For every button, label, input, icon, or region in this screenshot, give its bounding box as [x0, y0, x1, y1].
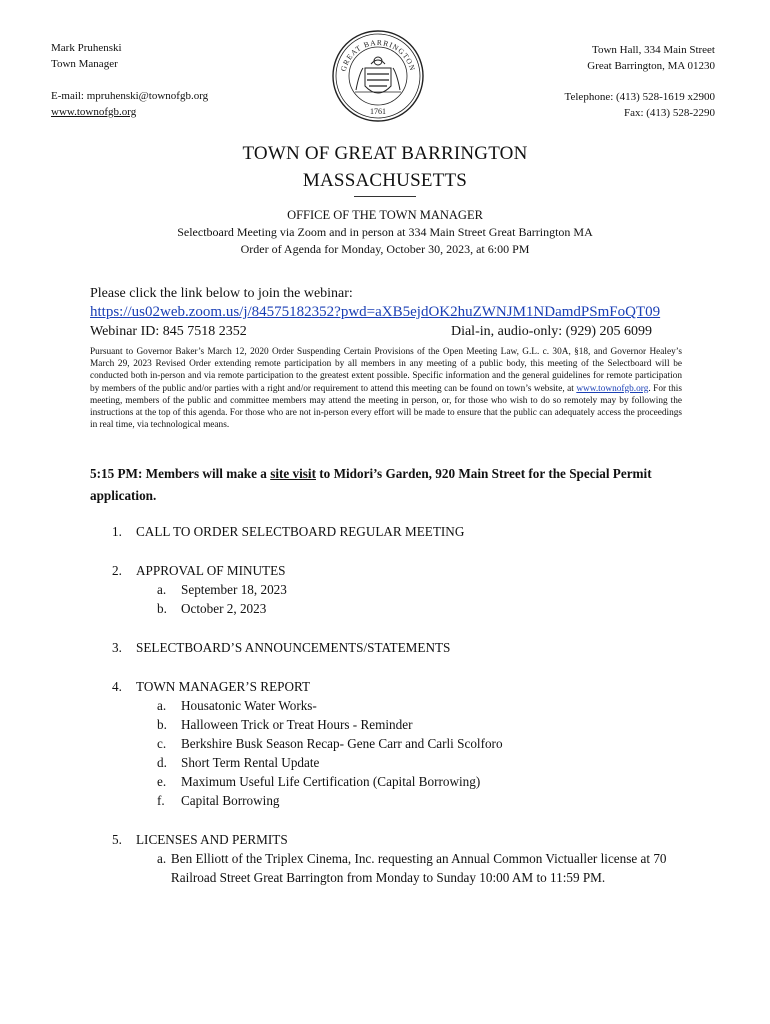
agenda-item-number: 1. [112, 524, 122, 539]
page-subtitle: MASSACHUSETTS [302, 170, 468, 191]
agenda-item-number: 2. [112, 563, 122, 578]
meeting-location: Selectboard Meeting via Zoom and in person at 334 Main Street Great Barrington MA [177, 225, 593, 239]
agenda-subitem [157, 772, 712, 791]
agenda-subitem-text: Halloween Trick or Treat Hours - Reminder [181, 717, 413, 732]
legal-text-1: Pursuant to Governor Baker’s March 12, 2020 Order Suspending Certain Provisions of the Open Meeting Law, G.L. c. 30A, §18, and Governor Healey’s March 29, 2023 Revised Order extending remote participation by all members in any meeting of a public body, this meeting of the Selectboard will be conducted both in-person and via remote participation to the greatest extent possible. Specific information and the general guidelines for remote participation by members of the public and/or parties with a right and/or requirement to attend this meeting can be found on town’s website, at [90, 347, 682, 394]
site-visit-underlined: site visit [270, 466, 316, 481]
legal-notice [90, 346, 682, 431]
agenda-subitem-text: Capital Borrowing [181, 793, 280, 808]
agenda-item [112, 561, 712, 580]
agenda-subitem-letter: b. [157, 717, 167, 732]
header-contact-left [51, 40, 208, 120]
agenda-item [112, 677, 712, 696]
manager-name: Mark Pruhenski [51, 42, 122, 54]
agenda-sublist [157, 580, 712, 618]
agenda-subitem-letter: a. [157, 851, 167, 866]
agenda-subitem-text: Short Term Rental Update [181, 755, 320, 770]
agenda-item-text: TOWN MANAGER’S REPORT [136, 679, 311, 694]
agenda-sublist [157, 849, 712, 887]
agenda-item [112, 522, 712, 541]
webinar-id-row [90, 322, 652, 341]
agenda-subitem-text: Berkshire Busk Season Recap- Gene Carr and Carli Scolforo [181, 736, 503, 751]
divider [354, 196, 416, 197]
town-seal-icon [331, 28, 425, 124]
agenda-item-text: APPROVAL OF MINUTES [136, 563, 286, 578]
agenda-item-number: 5. [112, 832, 122, 847]
agenda-item-text: LICENSES AND PERMITS [136, 832, 288, 847]
title-block [0, 140, 770, 258]
manager-role: Town Manager [51, 58, 118, 70]
agenda-subitem-text: October 2, 2023 [181, 601, 267, 616]
agenda-subitem-letter: d. [157, 755, 167, 770]
webinar-info [90, 284, 690, 341]
site-visit-notice [90, 463, 690, 507]
agenda-list [112, 522, 712, 887]
fax: Fax: (413) 528-2290 [623, 107, 715, 119]
agenda-subitem-text: Maximum Useful Life Certification (Capital Borrowing) [181, 774, 481, 789]
agenda-subitem [157, 734, 712, 753]
webinar-intro: Please click the link below to join the webinar: [90, 286, 353, 301]
agenda-subitem [157, 791, 712, 810]
svg-text:GREAT BARRINGTON: GREAT BARRINGTON [338, 37, 418, 73]
legal-text-2: . For this meeting, members of the public and committee members may attend the meeting in person, or, for those who wish to do so remotely may by following the instructions at the top of this agenda. For those who are not in-person every effort will be made to ensure that the public can adequately access the proceedings in real time, via technological means. [90, 383, 682, 431]
svg-text:1761: 1761 [370, 107, 386, 116]
page-title: TOWN OF GREAT BARRINGTON [242, 143, 528, 164]
agenda-item-text: SELECTBOARD’S ANNOUNCEMENTS/STATEMENTS [136, 640, 451, 655]
agenda-subitem-letter: c. [157, 736, 167, 751]
agenda-subitem [157, 580, 712, 599]
agenda-subitem [157, 599, 712, 618]
webinar-id: Webinar ID: 845 7518 2352 [90, 324, 247, 339]
dial-in-number: Dial-in, audio-only: (929) 205 6099 [450, 324, 652, 339]
agenda-item-number: 3. [112, 640, 122, 655]
manager-email: E-mail: mpruhenski@townofgb.org [51, 90, 209, 102]
office-heading: OFFICE OF THE TOWN MANAGER [287, 208, 483, 222]
agenda-subitem-letter: a. [157, 698, 167, 713]
agenda-subitem-letter: f. [157, 793, 165, 808]
agenda-item-number: 4. [112, 679, 122, 694]
agenda-subitem-letter: e. [157, 774, 167, 789]
agenda-item [112, 830, 712, 849]
agenda-subitem [157, 696, 712, 715]
webinar-link[interactable]: https://us02web.zoom.us/j/84575182352?pwd=aXB5ejdOK2huZWNJM1NDamdPSmFoQT09 [90, 304, 661, 320]
header-contact-right [565, 42, 715, 121]
website-link[interactable]: www.townofgb.org [51, 106, 137, 118]
site-visit-pre: 5:15 PM: Members will make a [90, 466, 271, 481]
agenda-subitem [157, 849, 712, 887]
agenda-subitem-letter: b. [157, 601, 167, 616]
agenda-date: Order of Agenda for Monday, October 30, 2023, at 6:00 PM [240, 242, 530, 256]
address-line-2: Great Barrington, MA 01230 [587, 60, 715, 72]
agenda-subitem-letter: a. [157, 582, 167, 597]
agenda-subitem-text: September 18, 2023 [181, 582, 287, 597]
agenda-item [112, 638, 712, 657]
agenda-sublist [157, 696, 712, 810]
agenda-subitem-text: Housatonic Water Works- [181, 698, 317, 713]
telephone: Telephone: (413) 528-1619 x2900 [564, 91, 715, 103]
address-line-1: Town Hall, 334 Main Street [592, 44, 715, 56]
agenda-subitem-text: Ben Elliott of the Triplex Cinema, Inc. requesting an Annual Common Victualler license at 70 Railroad Street Great Barrington from Monday to Sunday 10:00 AM to 11:59 PM. [170, 851, 667, 885]
agenda-subitem [157, 715, 712, 734]
legal-website-link[interactable]: www.townofgb.org [576, 383, 649, 394]
agenda-item-text: CALL TO ORDER SELECTBOARD REGULAR MEETING [136, 524, 465, 539]
agenda-subitem [157, 753, 712, 772]
site-visit-post: to Midori’s Garden, 920 Main Street for the Special Permit application. [90, 466, 652, 503]
